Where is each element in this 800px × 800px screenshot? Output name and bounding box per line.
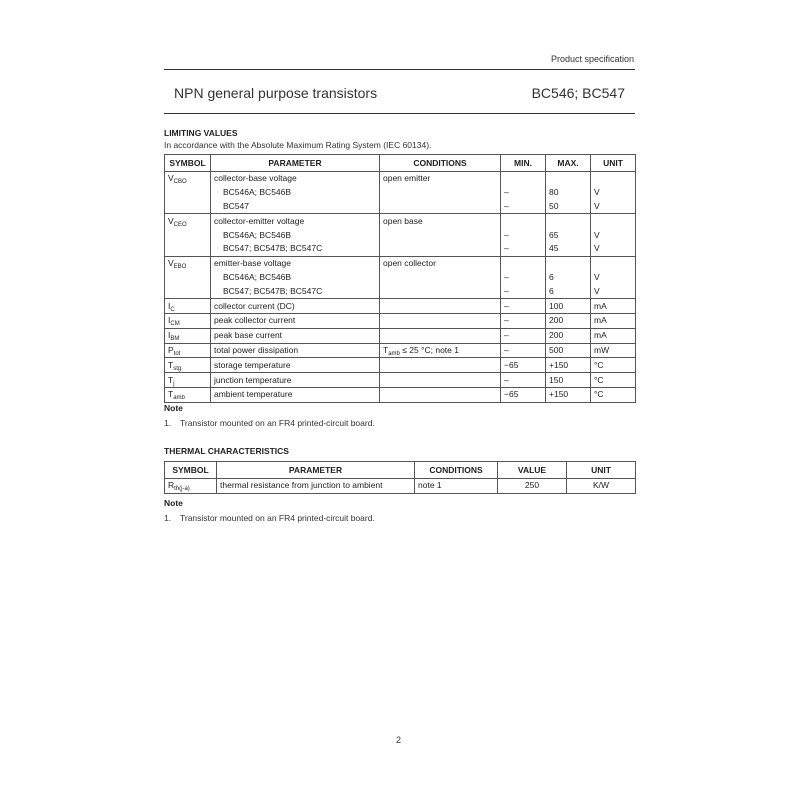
max-cell: 6 [546,271,591,285]
unit-cell: mW [591,343,636,358]
table-header-row [165,462,636,479]
parameter-cell: BC547 [211,200,380,214]
note-text: Transistor mounted on an FR4 printed-circuit board. [180,418,375,428]
unit-cell: mA [591,328,636,343]
symbol-cell [165,186,211,200]
unit-cell: mA [591,313,636,328]
max-cell [546,172,591,186]
max-cell: 200 [546,328,591,343]
page-number: 2 [396,735,402,745]
symbol-cell [165,479,217,494]
max-cell: 6 [546,284,591,298]
symbol-text: V [168,258,174,269]
column-header: CONDITIONS [380,155,501,172]
min-cell: – [501,228,546,242]
condition-subscript: amb [388,350,400,357]
symbol-text: P [168,344,174,355]
symbol-text: I [168,315,171,326]
max-cell: 80 [546,186,591,200]
limiting-values-subtitle: In accordance with the Absolute Maximum Rating System (IEC 60134). [164,140,432,150]
unit-cell [591,172,636,186]
min-cell: – [501,299,546,314]
symbol-subscript: amb [173,395,185,402]
note-text: Transistor mounted on an FR4 printed-circuit board. [180,513,375,523]
limiting-note-heading: Note [164,403,183,413]
symbol-cell [165,284,211,298]
conditions-cell [380,284,501,298]
table-row [165,242,636,256]
column-header: PARAMETER [211,155,380,172]
column-header: SYMBOL [165,462,217,479]
note-number: 1. [164,513,172,523]
parameter-cell: BC546A; BC546B [211,271,380,285]
parameter-cell: junction temperature [211,373,380,388]
conditions-cell [380,299,501,314]
symbol-cell [165,387,211,402]
min-cell [501,214,546,228]
table-row [165,328,636,343]
table-row [165,186,636,200]
max-cell [546,256,591,270]
symbol-text: T [168,359,174,370]
table-row [165,284,636,298]
condition-prefix: T [383,344,389,355]
unit-cell: V [591,228,636,242]
column-header: CONDITIONS [415,462,498,479]
symbol-subscript: CM [170,321,180,328]
min-cell: – [501,343,546,358]
min-cell: – [501,271,546,285]
thermal-note-item [164,513,375,523]
unit-cell: °C [591,373,636,388]
min-cell: – [501,313,546,328]
conditions-cell [380,228,501,242]
symbol-text: I [168,300,171,311]
conditions-cell: note 1 [415,479,498,494]
symbol-cell [165,172,211,186]
max-cell: 200 [546,313,591,328]
max-cell: 500 [546,343,591,358]
table-row [165,479,636,494]
parameter-cell: BC547; BC547B; BC547C [211,242,380,256]
conditions-cell [380,242,501,256]
table-row [165,358,636,373]
min-cell: – [501,373,546,388]
max-cell: 45 [546,242,591,256]
symbol-cell [165,214,211,228]
spec-label: Product specification [550,54,634,64]
conditions-cell [380,328,501,343]
max-cell: 100 [546,299,591,314]
column-header: MAX. [546,155,591,172]
thermal-characteristics-table [164,461,636,494]
unit-cell: V [591,186,636,200]
table-row [165,214,636,228]
max-cell: 150 [546,373,591,388]
symbol-cell [165,343,211,358]
table-row [165,200,636,214]
parameter-cell: peak base current [211,328,380,343]
symbol-cell [165,373,211,388]
value-cell: 250 [498,479,567,494]
conditions-cell [380,373,501,388]
symbol-cell [165,228,211,242]
parameter-cell: total power dissipation [211,343,380,358]
symbol-subscript: j [173,380,175,387]
limiting-note-item [164,418,375,428]
note-number: 1. [164,418,172,428]
parameter-cell: BC546A; BC546B [211,228,380,242]
unit-cell: V [591,284,636,298]
parameter-cell: peak collector current [211,313,380,328]
column-header: UNIT [567,462,636,479]
symbol-subscript: th(j-a) [174,486,190,493]
parameter-cell: collector-emitter voltage [211,214,380,228]
symbol-text: V [168,215,174,226]
parameter-cell: BC547; BC547B; BC547C [211,284,380,298]
symbol-subscript: stg [173,365,182,372]
max-cell [546,214,591,228]
table-row [165,256,636,270]
max-cell: 50 [546,200,591,214]
table-row [165,343,636,358]
symbol-text: I [168,330,171,341]
symbol-subscript: tot [173,350,181,357]
symbol-cell [165,256,211,270]
symbol-cell [165,200,211,214]
symbol-subscript: EBO [173,264,187,271]
parameter-cell: storage temperature [211,358,380,373]
document-title: NPN general purpose transistors [174,85,378,101]
min-cell [501,256,546,270]
header-rule-bottom [164,113,635,114]
table-row [165,271,636,285]
table-row [165,299,636,314]
symbol-cell [165,328,211,343]
symbol-cell [165,242,211,256]
conditions-cell [380,387,501,402]
conditions-cell: open emitter [380,172,501,186]
condition-suffix: ≤ 25 °C; note 1 [399,344,459,355]
symbol-text: T [168,389,174,400]
conditions-cell [380,271,501,285]
symbol-cell [165,358,211,373]
min-cell [501,172,546,186]
table-header-row [165,155,636,172]
max-cell: 65 [546,228,591,242]
conditions-cell [380,200,501,214]
symbol-text: R [168,480,175,491]
max-cell: +150 [546,358,591,373]
conditions-cell [380,186,501,200]
conditions-cell [380,358,501,373]
column-header: VALUE [498,462,567,479]
min-cell: – [501,284,546,298]
symbol-subscript: C [170,306,175,313]
thermal-characteristics-heading: THERMAL CHARACTERISTICS [164,446,289,456]
thermal-note-heading: Note [164,498,183,508]
table-row [165,313,636,328]
conditions-cell: open base [380,214,501,228]
unit-cell: V [591,242,636,256]
table-row [165,373,636,388]
unit-cell: V [591,271,636,285]
limiting-values-table [164,154,636,403]
conditions-cell [380,343,501,358]
parameter-cell: emitter-base voltage [211,256,380,270]
symbol-subscript: CBO [173,179,187,186]
column-header: MIN. [501,155,546,172]
table-row [165,172,636,186]
symbol-cell [165,313,211,328]
table-row [165,387,636,402]
column-header: PARAMETER [217,462,415,479]
parameter-cell: collector current (DC) [211,299,380,314]
conditions-cell: open collector [380,256,501,270]
min-cell: – [501,328,546,343]
unit-cell: mA [591,299,636,314]
unit-cell: V [591,200,636,214]
symbol-text: T [168,374,174,385]
unit-cell [591,256,636,270]
unit-cell: K/W [567,479,636,494]
symbol-subscript: BM [170,336,180,343]
column-header: UNIT [591,155,636,172]
part-numbers: BC546; BC547 [531,85,625,101]
limiting-values-heading: LIMITING VALUES [164,128,238,138]
min-cell: – [501,200,546,214]
column-header: SYMBOL [165,155,211,172]
symbol-text: V [168,173,174,184]
unit-cell: °C [591,358,636,373]
symbol-cell [165,271,211,285]
parameter-cell: ambient temperature [211,387,380,402]
symbol-cell [165,299,211,314]
min-cell: −65 [501,358,546,373]
parameter-cell: BC546A; BC546B [211,186,380,200]
table-row [165,228,636,242]
min-cell: −65 [501,387,546,402]
min-cell: – [501,186,546,200]
symbol-subscript: CEO [173,221,187,228]
parameter-cell: collector-base voltage [211,172,380,186]
min-cell: – [501,242,546,256]
unit-cell [591,214,636,228]
parameter-cell: thermal resistance from junction to ambient [217,479,415,494]
header-rule-top [164,69,635,70]
conditions-cell [380,313,501,328]
unit-cell: °C [591,387,636,402]
max-cell: +150 [546,387,591,402]
